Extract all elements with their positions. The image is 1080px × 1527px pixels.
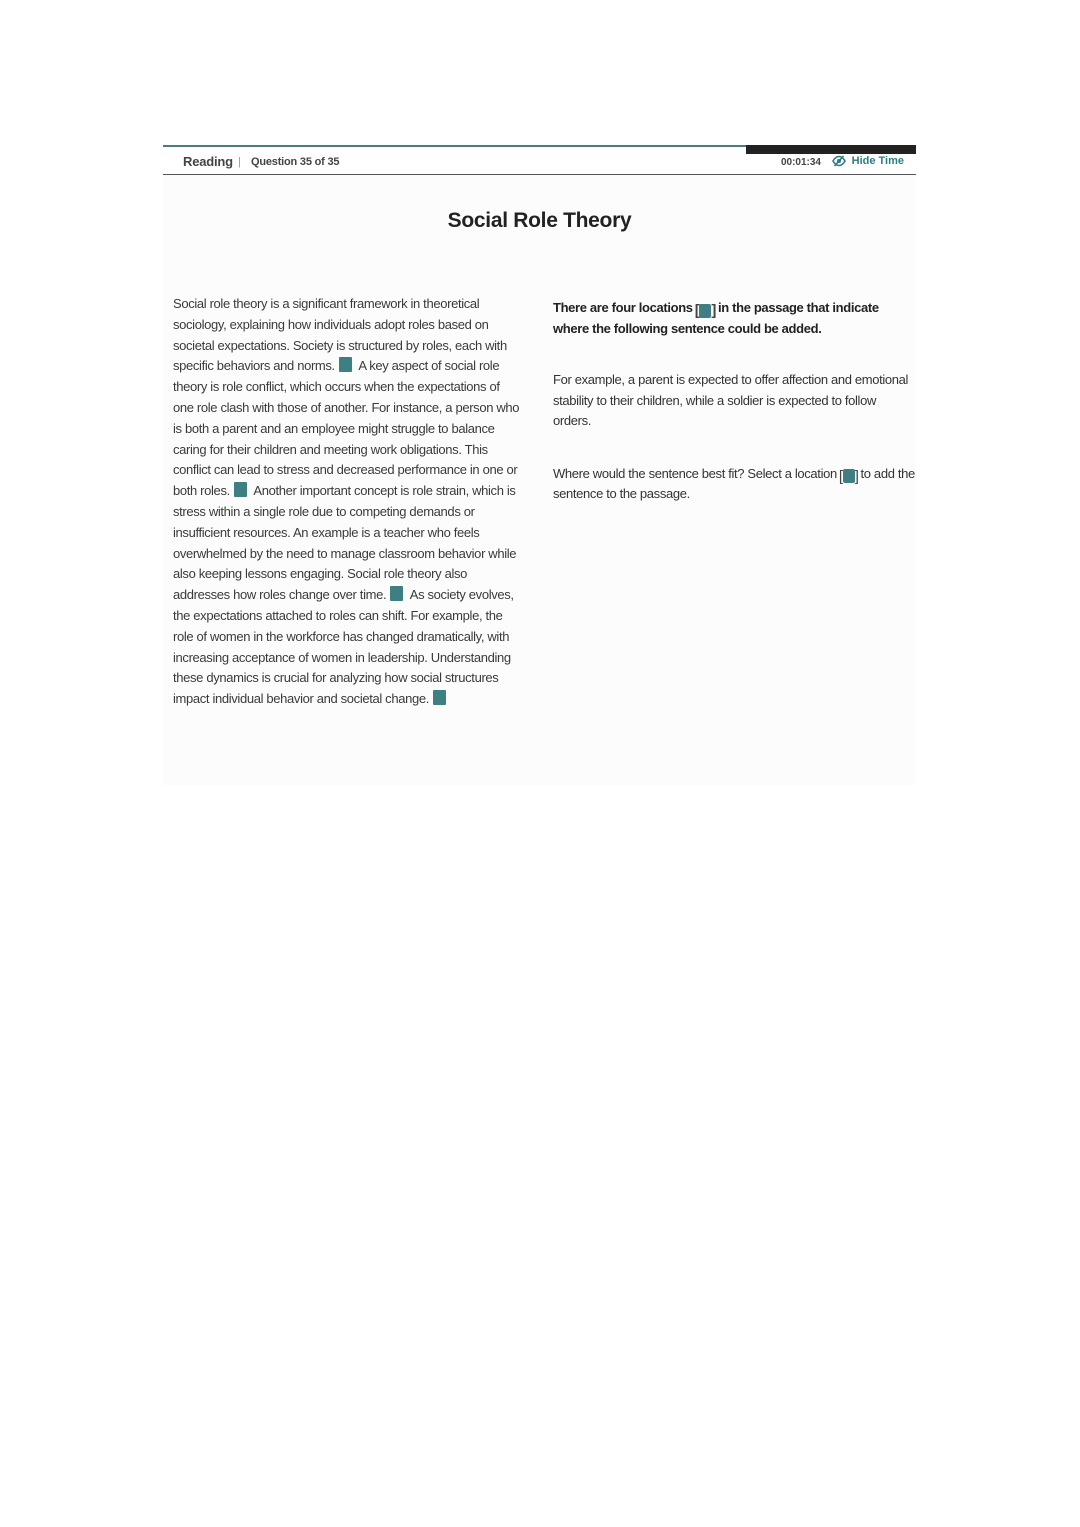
question-panel: [553, 298, 915, 505]
question-instruction: [553, 298, 915, 339]
insertion-marker-2[interactable]: [234, 482, 247, 497]
instruction-text: in the passage that indicate where the following sentence could be added.: [553, 300, 879, 336]
passage-text: [173, 294, 523, 710]
prompt-text: Where would the sentence best fit? Select a location: [553, 465, 837, 481]
section-label: Reading: [183, 154, 233, 169]
question-prompt: [553, 464, 915, 505]
test-screen: [163, 145, 916, 785]
hide-time-label: Hide Time: [851, 155, 904, 167]
question-count: Question 35 of 35: [251, 156, 340, 168]
prompt-text: to add the sentence to the passage.: [553, 465, 915, 501]
marker-sample-icon: [ ]: [694, 302, 717, 319]
passage-segment: Social role theory is a significant framework in theoretical sociology, explaining how individuals adopt roles based on societal expectations. Society is structured by roles, each with specific behaviors and norms.: [173, 296, 507, 374]
top-bar: [163, 145, 916, 175]
passage-segment: As society evolves, the expectations attached to roles can shift. For example, the role of women in the workforce has changed dramatically, with increasing acceptance of women in leadership. Understanding these dynamics is crucial for analyzing how social structures impact individual behavior and societal change.: [173, 587, 514, 707]
eye-slash-icon: [832, 155, 846, 167]
instruction-text: There are four locations: [553, 300, 693, 315]
passage-segment: Another important concept is role strain, which is stress within a single role due to competing demands or insufficient resources. An example is a teacher who feels overwhelmed by the need to manage classroom behavior while also keeping lessons engaging. Social role theory also addresses how roles change over time.: [173, 483, 517, 603]
timer-strip: [746, 145, 916, 154]
header-separator: |: [238, 156, 241, 168]
hide-time-button[interactable]: [832, 155, 904, 167]
passage-title: Social Role Theory: [447, 209, 632, 232]
insertion-marker-1[interactable]: [339, 357, 352, 372]
marker-sample-icon: [ ]: [838, 467, 859, 485]
insert-sentence: For example, a parent is expected to offer affection and emotional stability to their children, while a soldier is expected to follow orders.: [553, 372, 909, 428]
passage-segment: A key aspect of social role theory is role conflict, which occurs when the expectations of one role clash with those of another. For instance, a person who is both a parent and an employee might struggle to balance caring for their children and meeting work obligations. This conflict can lead to stress and decreased performance in one or both roles.: [173, 358, 520, 499]
insertion-marker-3[interactable]: [390, 586, 403, 601]
timer-readout: 00:01:34: [780, 157, 821, 168]
insertion-marker-4[interactable]: [433, 690, 446, 705]
